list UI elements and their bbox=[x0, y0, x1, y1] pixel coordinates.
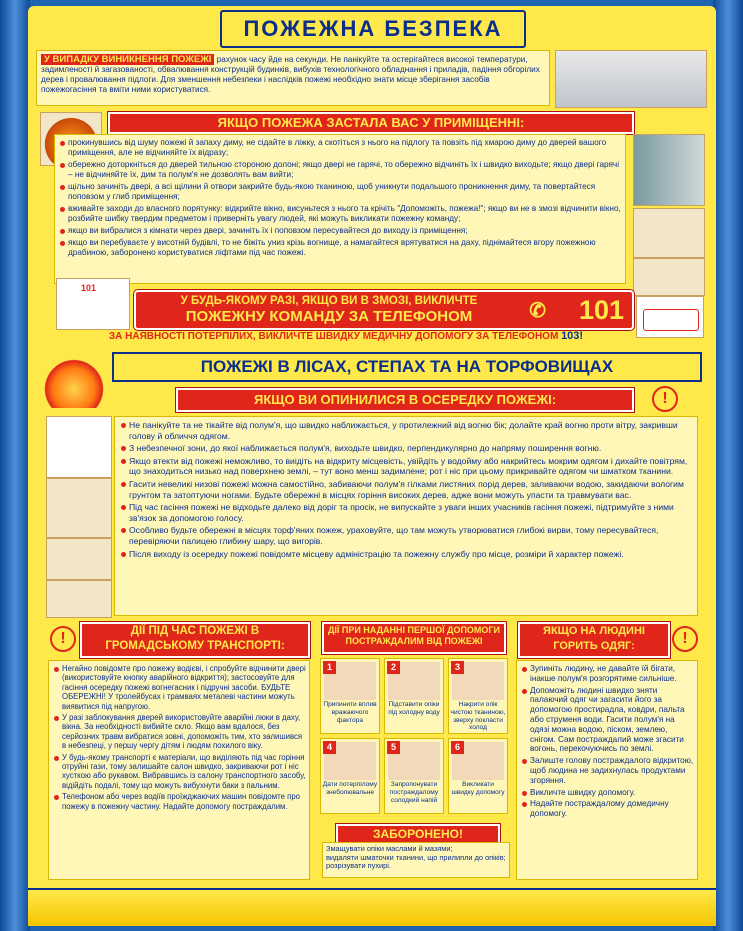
intro-text: рахунок часу йде на секунди. Не панікуйте та остерігайтеся високої температури, задимленості й загазованості, обвалювання конструкцій будинків, вибухів технологічного обладнання і приладів, падіння обгорілих дерев і провалювання підлоги. Для зменшення небезпеки і наслідків пожежі необхідно знати місце зберігання засобів пожежогасіння та вміти ними користуватися. bbox=[41, 55, 540, 94]
forbidden-list bbox=[322, 842, 510, 878]
list-item: Не панікуйте та не тікайте від полум'я, що швидко наближається, у протилежний від вогню бік; долайте край вогню проти вітру, закривши голову й обличчя одягом. bbox=[119, 420, 693, 441]
intro-lead: У ВИПАДКУ ВИНИКНЕННЯ ПОЖЕЖІ bbox=[41, 54, 214, 65]
group-image bbox=[46, 538, 112, 580]
step-label: Дати потерпілому знеболювальне bbox=[322, 781, 378, 796]
door-image bbox=[633, 134, 705, 206]
first-aid-step bbox=[448, 658, 508, 734]
list-item: Залиште голову постраждалого відкритою, щоб людина не задихнулась продуктами згоряння. bbox=[520, 756, 694, 785]
list-item: розрізувати пухирі. bbox=[326, 861, 391, 871]
bottom-band bbox=[28, 888, 716, 926]
ambulance-line bbox=[56, 330, 636, 344]
list-item: якщо ви вибралися з кімнати через двері, зачиніть їх і поповзом пересувайтеся до виходу із приміщення; bbox=[58, 226, 622, 236]
step-number: 1 bbox=[323, 661, 336, 674]
list-item: Допоможіть людині швидко зняти палаючий одяг чи загасити його за допомогою простирадла, ковдри, пальта або струменя води. Гасити полум'я на одязі можна водою, піском, землею, снігом. Сам постраждалий може згасити вогонь, перекочуючись по землі. bbox=[520, 686, 694, 755]
forbidden-header: ЗАБОРОНЕНО! bbox=[336, 824, 500, 844]
list-item: Після виходу із осередку пожежі повідомте місцеву адміністрацію та пожежну службу про місце, розміри й характер пожежі. bbox=[119, 549, 693, 560]
step-label: Припинити вплив вражаючого фактора bbox=[323, 701, 377, 724]
step-number: 6 bbox=[451, 741, 464, 754]
first-aid-grid bbox=[320, 658, 510, 818]
list-item: З небезпечної зони, до якої наближається полум'я, виходьте швидко, перпендикулярно до напряму поширення вогню. bbox=[119, 443, 693, 454]
step-label: Підставити опіки під холодну воду bbox=[388, 701, 440, 716]
page-title: ПОЖЕЖНА БЕЗПЕКА bbox=[220, 10, 526, 48]
forest-title: ПОЖЕЖІ В ЛІСАХ, СТЕПАХ ТА НА ТОРФОВИЩАХ bbox=[112, 352, 702, 382]
transport-list bbox=[48, 660, 310, 880]
sticker-number: 101 bbox=[81, 283, 97, 293]
forest-header: ЯКЩО ВИ ОПИНИЛИСЯ В ОСЕРЕДКУ ПОЖЕЖІ: bbox=[176, 388, 634, 412]
first-aid-step bbox=[384, 658, 444, 734]
list-item: Надайте постраждалому домедичну допомогу. bbox=[520, 799, 694, 819]
list-item: Гасити невеликі низові пожежі можна самостійно, забиваючи полум'я гілками листяних порід дерев, заливаючи водою, закидаючи вологим грунтом та затоптуючи ногами. Будьте обережні в місцях горіння високих дерев, адже вони можуть упасти та травмувати вас. bbox=[119, 479, 693, 500]
first-aid-step bbox=[448, 738, 508, 814]
step-number: 2 bbox=[387, 661, 400, 674]
left-blue-frame bbox=[0, 0, 30, 931]
people-image bbox=[46, 478, 112, 538]
list-item: Змащувати опіки маслами й мазями; bbox=[326, 844, 453, 853]
intro-box bbox=[36, 50, 550, 106]
list-item: Якщо втекти від пожежі неможливо, то виідіть на відкриту місцевість, увійдіть у водойму або накрийтесь мокрим одягом і дихайте повітрям, що знаходиться низько над поверхнею землі, – тут воно менш задимлене; рот і ніс при цьому прикривайте одягом чи шматком тканини. bbox=[119, 456, 693, 477]
room-header: ЯКЩО ПОЖЕЖА ЗАСТАЛА ВАС У ПРИМІЩЕННІ: bbox=[108, 112, 634, 134]
first-aid-step bbox=[320, 658, 380, 734]
kitchen-image bbox=[555, 50, 707, 108]
call-line-2: ПОЖЕЖНУ КОМАНДУ ЗА ТЕЛЕФОНОМ bbox=[185, 308, 473, 325]
list-item: Негайно повідомте про пожежу водієві, і спробуйте відчинити двері (використовуйте кнопку аварійного відкриття); застосовуйте для гасіння осередку пожежі вогнегасник і підручні засоби. БУДЬТЕ ОБЕРЕЖНІ! У тролейбусах і трамваях металеві частини можуть виявитися під напругою. bbox=[52, 664, 306, 711]
clothes-list bbox=[516, 660, 698, 880]
phone-icon: ✆ bbox=[529, 300, 546, 322]
ambulance-image bbox=[636, 296, 704, 338]
room-list bbox=[54, 134, 626, 284]
step-label: Накрити опік чистою тканиною, зверху покласти холод bbox=[450, 701, 506, 732]
clothes-header: ЯКЩО НА ЛЮДИНІ ГОРИТЬ ОДЯГ: bbox=[518, 622, 670, 658]
fire-number: 101 bbox=[578, 295, 624, 325]
list-item: видаляти шматочки тканини, що прилипли до опіків; bbox=[326, 852, 506, 862]
list-item: Викличте швидку допомогу. bbox=[520, 788, 694, 798]
step-label: Викликати швидку допомогу bbox=[451, 781, 505, 796]
warning-icon: ! bbox=[652, 386, 678, 412]
ambulance-text: ЗА НАЯВНОСТІ ПОТЕРПІЛИХ, ВИКЛИЧТЕ ШВИДКУ МЕДИЧНУ ДОПОМОГУ ЗА ТЕЛЕФОНОМ bbox=[108, 331, 559, 342]
call-line-1: У БУДЬ-ЯКОМУ РАЗІ, ЯКЩО ВИ В ЗМОЗІ, ВИКЛИЧТЕ bbox=[180, 295, 478, 307]
forest-list bbox=[114, 416, 698, 616]
extinguishing-image bbox=[46, 580, 112, 618]
call-fire-banner bbox=[134, 290, 634, 330]
list-item: Під час гасіння пожежі не відходьте далеко від доріг та просік, не випускайте з уваги інших учасників гасіння пожежі, підтримуйте з ними зв'язок за допомогою голосу. bbox=[119, 502, 693, 523]
warning-icon: ! bbox=[672, 626, 698, 652]
window-escape-image bbox=[633, 208, 705, 258]
first-aid-step bbox=[320, 738, 380, 814]
transport-header: ДІЇ ПІД ЧАС ПОЖЕЖІ В ГРОМАДСЬКОМУ ТРАНСПОРТІ: bbox=[80, 622, 310, 658]
step-number: 5 bbox=[387, 741, 400, 754]
right-blue-frame bbox=[713, 0, 743, 931]
list-item: У будь-якому транспорті є матеріали, що виділяють під час горіння отруйні гази, тому залишайте салон швидко, закриваючи рот і ніс хусткою або рукавом. Вибравшись із салону транспортного засобу, відійдіть подалі, тому що можуть вибухнути баки з пальним. bbox=[52, 753, 306, 791]
warning-icon: ! bbox=[50, 626, 76, 652]
list-item: вживайте заходи до власного порятунку: відкрийте вікно, висуньтеся з нього та крічіть "Допоможіть, пожежа!"; якщо ви не в змозі відчинити вікно, розбийте шибку твердим предметом і приверніть увагу людей, які можуть викликати пожежну команду; bbox=[58, 204, 622, 224]
list-item: Зупиніть людину, не давайте їй бігати, інакше полум'я розгорятиме сильніше. bbox=[520, 664, 694, 684]
list-item: обережно доторкніться до дверей тильною стороною долоні; якщо двері не гарячі, то обережно відчиніть їх і швидко виходьте; якщо двері гарячі – не відчиняйте їх, дим та полум'я не дозволять вам вийти; bbox=[58, 160, 622, 180]
list-item: Особливо будьте обережні в місцях торф'яних пожеж, ураховуйте, що там можуть утворюватися глибокі вирви, тому пересувайтеся, перевіряючи палицею глибину шару, що вигорів. bbox=[119, 525, 693, 546]
wind-diagram-image bbox=[46, 416, 112, 478]
list-item: прокинувшись від шуму пожежі й запаху диму, не сідайте в ліжку, а скотіться з нього на підлогу та повзіть під хмарою диму до дверей вашого приміщення, але не відчиняйте їх відразу; bbox=[58, 138, 622, 158]
first-aid-header: ДІЇ ПРИ НАДАННІ ПЕРШОЇ ДОПОМОГИ ПОСТРАЖДАЛИМ ВІД ПОЖЕЖІ bbox=[322, 622, 506, 654]
forest-fire-icon bbox=[44, 354, 104, 408]
crawl-image bbox=[633, 258, 705, 296]
list-item: якщо ви перебуваєте у висотній будівлі, то не біжіть униз крізь вогнище, а намагайтеся врятуватися на даху, піднімайтеся вгору пожежною драбиною, заборонено користуватися ліфтами під час пожежі. bbox=[58, 238, 622, 258]
fire-extinguisher-sticker bbox=[56, 278, 130, 330]
ambulance-number: 103! bbox=[561, 330, 584, 342]
list-item: Телефоном або через водіїв проїжджаючих машин повідомте про пожежу в пожежну частину. Надайте допомогу постраждалим. bbox=[52, 792, 306, 811]
step-number: 4 bbox=[323, 741, 336, 754]
step-label: Запропонувати постраждалому солодкий напій bbox=[389, 781, 439, 804]
step-number: 3 bbox=[451, 661, 464, 674]
first-aid-step bbox=[384, 738, 444, 814]
list-item: щільно зачиніть двері, а всі щілини й отвори закрийте будь-якою тканиною, щоб уникнути подальшого проникнення диму, та повертайтеся поповзом у глиб приміщення; bbox=[58, 182, 622, 202]
list-item: У разі заблокування дверей використовуйте аварійні люки в даху, вікна. За необхідності вибийте скло. Якщо вам вдалося, без серйозних травм вибратися зовні, допоможіть тим, хто залишився в небезпеці, у першу чергу дітям і людям похилого віку. bbox=[52, 713, 306, 751]
